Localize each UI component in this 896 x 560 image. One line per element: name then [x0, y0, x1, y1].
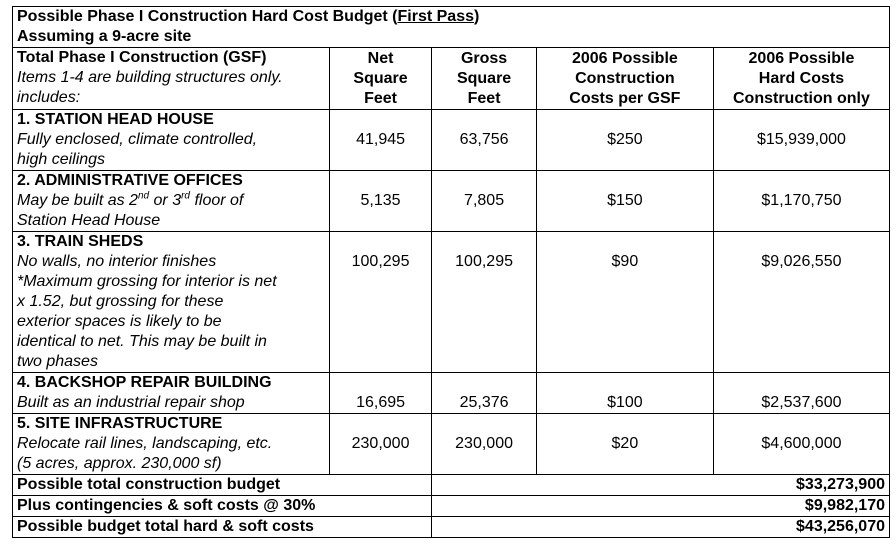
gross-sqft-cell: 63,756 — [432, 110, 537, 171]
total-row — [13, 496, 890, 517]
table-subtitle: Assuming a 9-acre site — [17, 28, 192, 45]
table-row — [13, 171, 890, 232]
cost-per-gsf-cell: $150 — [536, 171, 713, 232]
gross-sqft-cell: 25,376 — [432, 373, 537, 414]
row-description: 2. ADMINISTRATIVE OFFICES May be built as 2nd or 3rd floor of Station Head House — [13, 171, 330, 232]
cost-per-gsf-cell: $100 — [536, 373, 713, 414]
cost-per-gsf-cell: $20 — [536, 414, 713, 475]
total-label: Plus contingencies & soft costs @ 30% — [13, 496, 432, 517]
cost-per-gsf-cell: $250 — [536, 110, 713, 171]
row-description: 1. STATION HEAD HOUSE Fully enclosed, climate controlled, high ceilings — [13, 110, 330, 171]
hard-cost-cell: $15,939,000 — [713, 110, 889, 171]
header-cost-per-gsf: 2006 Possible Construction Costs per GSF — [536, 48, 713, 110]
gross-sqft-cell: 7,805 — [432, 171, 537, 232]
net-sqft-cell: 230,000 — [329, 414, 431, 475]
table-row — [13, 232, 890, 373]
gross-sqft-cell: 230,000 — [432, 414, 537, 475]
row-description: 5. SITE INFRASTRUCTURE Relocate rail lines, landscaping, etc. (5 acres, approx. 230,000 sf) — [13, 414, 330, 475]
table-row — [13, 414, 890, 475]
table-row — [13, 373, 890, 414]
total-label: Possible budget total hard & soft costs — [13, 517, 432, 538]
table-row — [13, 110, 890, 171]
gross-sqft-cell: 100,295 — [432, 232, 537, 373]
hard-cost-cell: $4,600,000 — [713, 414, 889, 475]
header-hard-costs: 2006 Possible Hard Costs Construction only — [713, 48, 889, 110]
net-sqft-cell: 100,295 — [329, 232, 431, 373]
cost-per-gsf-cell: $90 — [536, 232, 713, 373]
total-value: $43,256,070 — [432, 517, 890, 538]
total-row — [13, 517, 890, 538]
header-description: Total Phase I Construction (GSF) Items 1-4 are building structures only. includes: — [13, 48, 330, 110]
total-value: $9,982,170 — [432, 496, 890, 517]
table-title: Possible Phase I Construction Hard Cost Budget (First Pass) Assuming a 9-acre site — [13, 7, 890, 48]
total-row — [13, 475, 890, 496]
net-sqft-cell: 41,945 — [329, 110, 431, 171]
total-label: Possible total construction budget — [13, 475, 432, 496]
hard-cost-cell: $9,026,550 — [713, 232, 889, 373]
total-value: $33,273,900 — [432, 475, 890, 496]
hard-cost-cell: $1,170,750 — [713, 171, 889, 232]
header-gross-sqft: Gross Square Feet — [432, 48, 537, 110]
row-description: 4. BACKSHOP REPAIR BUILDING Built as an industrial repair shop — [13, 373, 330, 414]
title-row — [13, 7, 890, 48]
net-sqft-cell: 5,135 — [329, 171, 431, 232]
hard-cost-cell: $2,537,600 — [713, 373, 889, 414]
budget-table — [12, 6, 890, 538]
net-sqft-cell: 16,695 — [329, 373, 431, 414]
header-net-sqft: Net Square Feet — [329, 48, 431, 110]
row-description: 3. TRAIN SHEDS No walls, no interior finishes *Maximum grossing for interior is net x 1.52, but grossing for these exterior spaces is likely to be identical to net. This may be built in two phases — [13, 232, 330, 373]
header-row — [13, 48, 890, 110]
